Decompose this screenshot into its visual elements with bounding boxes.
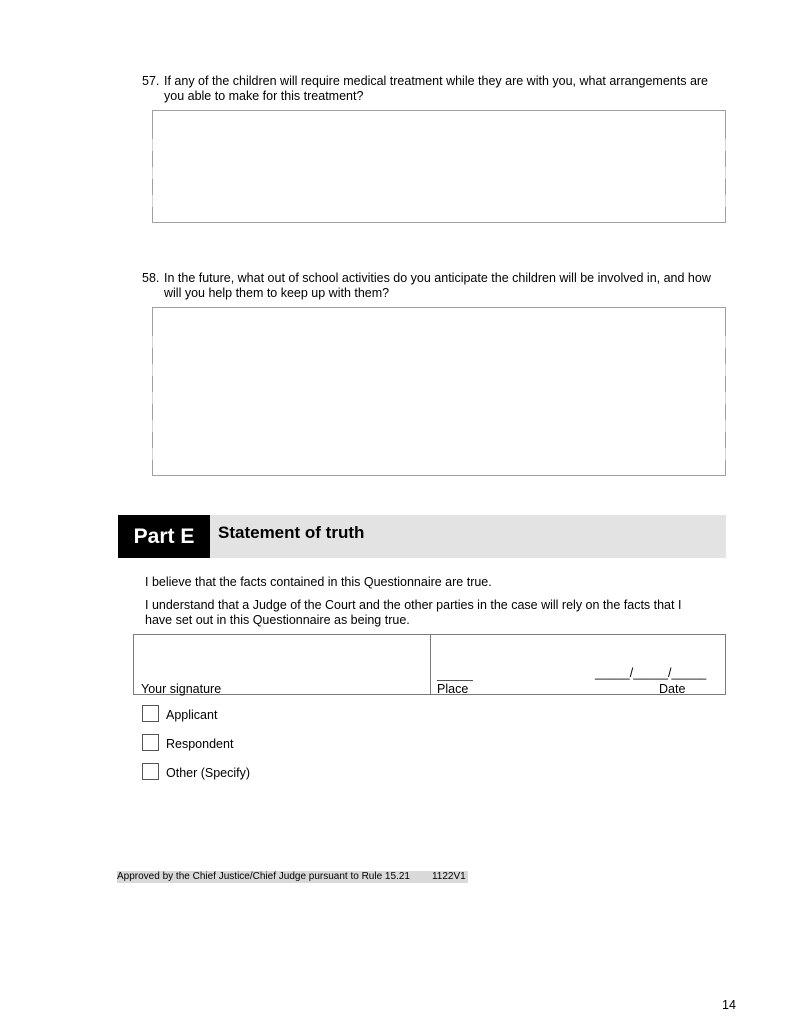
other-label: Other (Specify)	[166, 766, 251, 780]
applicant-checkbox[interactable]	[142, 705, 159, 722]
date-blanks[interactable]: _____/_____/_____	[595, 666, 707, 680]
other-checkbox[interactable]	[142, 763, 159, 780]
question-number: 58.	[142, 271, 160, 285]
approval-footer	[117, 871, 468, 883]
approval-text: Approved by the Chief Justice/Chief Judge pursuant to Rule 15.21	[117, 871, 410, 882]
applicant-label: Applicant	[166, 708, 218, 722]
question-text: In the future, what out of school activities do you anticipate the children will be involved in, and how will you help them to keep up with them?	[164, 271, 711, 300]
question-text: If any of the children will require medical treatment while they are with you, what arrangements are you able to make for this treatment?	[164, 74, 709, 103]
place-label: Place	[437, 682, 469, 696]
answer-box-58[interactable]	[152, 307, 726, 476]
statement-understanding: I understand that a Judge of the Court and the other parties in the case will rely on the facts that I have set out in this Questionnaire as being true.	[145, 598, 682, 627]
date-label: Date	[659, 682, 686, 696]
question-57	[142, 74, 712, 104]
respondent-checkbox[interactable]	[142, 734, 159, 751]
respondent-label: Respondent	[166, 737, 234, 751]
answer-box-57[interactable]	[152, 110, 726, 223]
page-number: 14	[722, 998, 736, 1012]
part-title: Statement of truth	[218, 523, 365, 542]
part-e-header	[118, 515, 726, 558]
signature-label: Your signature	[141, 682, 222, 696]
statement-belief: I believe that the facts contained in this Questionnaire are true.	[145, 575, 492, 589]
question-58	[142, 271, 712, 301]
question-number: 57.	[142, 74, 160, 88]
form-code: 1122V1	[431, 871, 466, 882]
signature-table	[133, 634, 726, 695]
part-label: Part E	[118, 515, 210, 558]
